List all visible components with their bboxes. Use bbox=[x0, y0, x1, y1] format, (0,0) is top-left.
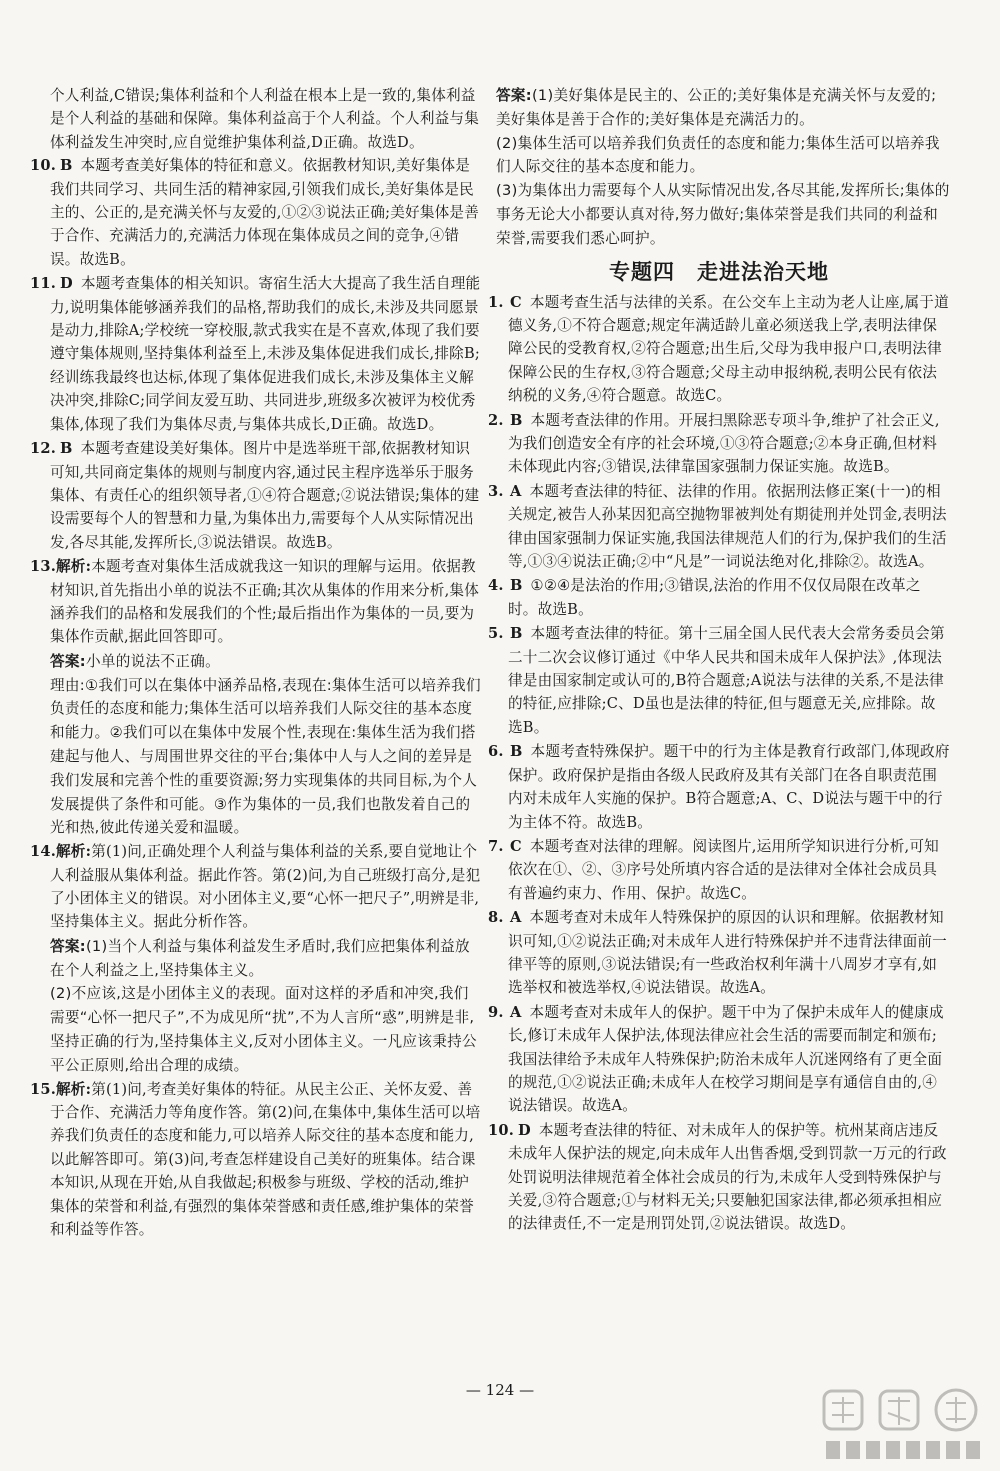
item-number: 13. bbox=[30, 558, 56, 576]
item-text: 本题考查集体的相关知识。寄宿生活大大提高了我生活自理能力,说明集体能够涵养我们的品格,帮助我们的成长,未涉及共同愿景是动力,排除A;学校统一穿校服,款式我实在是不喜欢,体现了我们要遵守集体规则,坚持集体利益至上,未涉及集体促进我们成长,排除B;经训练我最终也达标,体现了集体促进我们成长,未涉及集体主义解决冲突,排除C;同学间友爱互助、共同进步,班级多次被评为校优秀集体,体现了我们为集体尽责,与集体共成长,D正确。故选D。 bbox=[50, 275, 481, 433]
answer-line: 答案:(1)美好集体是民主的、公正的;美好集体是充满关怀与友爱的;美好集体是善于合作的;美好集体是充满活力的。 bbox=[496, 87, 937, 128]
section-heading bbox=[488, 256, 950, 286]
answer-item-r2 bbox=[488, 409, 950, 479]
item-answer: B bbox=[510, 411, 523, 429]
item-text: 第(1)问,考查美好集体的特征。从民主公正、关怀友爱、善于合作、充满活力等角度作答。第(2)问,在集体中,集体生活可以培养我们负责任的态度和能力,可以培养人际交往的基本态度和能力,以此解答即可。第(3)问,考查怎样建设自己美好的班集体。结合课本知识,从现在开始,从自我做起;积极参与班级、学校的活动,维护集体的荣誉和利益,有强烈的集体荣誉感和责任感,维护集体的荣誉和利益等作答。 bbox=[50, 1080, 481, 1238]
item-number: 4. bbox=[488, 577, 504, 595]
item-number: 5. bbox=[488, 625, 504, 643]
item-text: 本题考查对法律的理解。阅读图片,运用所学知识进行分析,可知依次在①、②、③序号处所填内容合适的是法律对全体社会成员具有普遍约束力、作用、保护。故选C。 bbox=[508, 837, 939, 902]
continuation-text: 个人利益,C错误;集体利益和个人利益在根本上是一致的,集体利益是个人利益的基础和保障。集体利益高于个人利益。个人利益与集体利益发生冲突时,应自觉维护集体利益,D正确。故选D。 bbox=[50, 87, 480, 151]
item-number: 7. bbox=[488, 837, 504, 855]
item-number: 8. bbox=[488, 909, 504, 927]
left-column bbox=[30, 84, 482, 1242]
item-answer: A bbox=[510, 909, 522, 927]
answer-item-r8 bbox=[488, 906, 950, 1000]
item-answer: B bbox=[60, 440, 73, 458]
item-text: 本题考查生活与法律的关系。在公交车上主动为老人让座,属于道德义务,①不符合题意;规定年满适龄儿童必须送我上学,表明法律保障公民的受教育权,②符合题意;出生后,父母为我申报户口,表明法律保障公民的生存权,③符合题意;父母主动申报纳税,表明公民有依法纳税的义务,④符合题意。故选C。 bbox=[508, 293, 949, 405]
item-text: 本题考查法律的特征、法律的作用。依据刑法修正案(十一)的相关规定,被告人孙某因犯高空抛物罪被判处有期徒刑并处罚金,表明法律由国家强制力保证实施,我国法律规范人们的行为,保护我们的生活等,①③④说法正确;②中“凡是”一词说法绝对化,排除②。故选A。 bbox=[508, 482, 947, 571]
item-text: 本题考查法律的作用。开展扫黑除恶专项斗争,维护了社会正义,为我们创造安全有序的社会环境,①③符合题意;②本身正确,但材料未体现此内容;③错误,法律靠国家强制力保证实施。故选B。 bbox=[508, 411, 940, 476]
answer-item-10 bbox=[30, 154, 482, 271]
page-number: — 124 — bbox=[465, 1381, 535, 1399]
answer-line: 理由:①我们可以在集体中涵养品格,表现在:集体生活可以培养我们负责任的态度和能力;集体生活可以培养我们人际交往的基本态度和能力。②我们可以在集体中发展个性,表现在:集体生活为我们搭建起与他人、与周围世界交往的平台;集体中人与人之间的差异是我们发展和完善个性的重要资源;努力实现集体的共同目标,为个人发展提供了条件和可能。③作为集体的一员,我们也散发着自己的光和热,彼此传递关爱和温暖。 bbox=[50, 676, 481, 837]
analysis-label: 解析: bbox=[56, 558, 92, 576]
answer-line: 答案:(1)当个人利益与集体利益发生矛盾时,我们应把集体利益放在个人利益之上,坚持集体主义。 bbox=[50, 937, 470, 979]
answer-item-15 bbox=[30, 1078, 482, 1242]
answer-block-13 bbox=[30, 650, 482, 840]
item-answer: B bbox=[510, 625, 523, 643]
item-answer: D bbox=[60, 275, 73, 293]
answer-item-r5 bbox=[488, 622, 950, 739]
item-answer: B bbox=[60, 157, 73, 175]
answer-line: 答案:小单的说法不正确。 bbox=[50, 652, 220, 670]
item-answer: B bbox=[510, 743, 523, 761]
item-number: 10. bbox=[488, 1121, 514, 1139]
item-number: 12. bbox=[30, 440, 56, 458]
item-answer: A bbox=[510, 482, 522, 500]
answer-line: (3)为集体出力需要每个人从实际情况出发,各尽其能,发挥所长;集体的事务无论大小都要认真对待,努力做好;集体荣誉是我们共同的利益和荣誉,需要我们悉心呵护。 bbox=[496, 182, 950, 247]
answer-item-r10 bbox=[488, 1119, 950, 1236]
item-text: 本题考查建设美好集体。图片中是选举班干部,依据教材知识可知,共同商定集体的规则与制度内容,通过民主程序选举乐于服务集体、有责任心的组织领导者,①④符合题意;②说法错误;集体的建设需要每个人的智慧和力量,为集体出力,需要每个人从实际情况出发,各尽其能,发挥所长,③说法错误。故选B。 bbox=[50, 440, 480, 551]
answer-item-r7 bbox=[488, 835, 950, 905]
item-text: 第(1)问,正确处理个人利益与集体利益的关系,要自觉地让个人利益服从集体利益。据此作答。第(2)问,为自己班级打高分,是犯了小团体主义的错误。对小团体主义,要“心怀一把尺子”,明辨是非,坚持集体主义。据此分析作答。 bbox=[50, 843, 481, 931]
answer-item-13 bbox=[30, 555, 482, 649]
answer-item-r6 bbox=[488, 740, 950, 834]
answer-item-r3 bbox=[488, 480, 950, 574]
answer-label: 答案: bbox=[50, 937, 86, 955]
answer-block-15 bbox=[488, 84, 950, 251]
item-answer: D bbox=[518, 1121, 531, 1139]
answer-line: (2)不应该,这是小团体主义的表现。面对这样的矛盾和冲突,我们需要“心怀一把尺子”,不为成见所“扰”,不为人言所“惑”,明辨是非,坚持正确的行为,坚持集体主义,反对小团体主义。一凡应该秉持公平公正原则,给出合理的成绩。 bbox=[50, 985, 477, 1074]
answer-item-11 bbox=[30, 272, 482, 436]
section-number: 专题四 bbox=[609, 259, 675, 284]
answer-item-14 bbox=[30, 840, 482, 934]
answer-item-12 bbox=[30, 437, 482, 554]
answer-label: 答案: bbox=[50, 652, 86, 670]
item-number: 10. bbox=[30, 157, 56, 175]
item-number: 9. bbox=[488, 1003, 504, 1021]
item-text: 本题考查法律的特征、对未成年人的保护等。杭州某商店违反未成年人保护法的规定,向未成年人出售香烟,受到罚款一万元的行政处罚说明法律规范着全体社会成员的行为,未成年人受到特殊保护与关爱,③符合题意;①与材料无关;只要触犯国家法律,都必须承担相应的法律责任,不一定是刑罚处罚,②说法错误。故选D。 bbox=[508, 1121, 947, 1233]
item-text: 本题考查特殊保护。题干中的行为主体是教育行政部门,体现政府保护。政府保护是指由各级人民政府及其有关部门在各自职责范围内对未成年人实施的保护。B符合题意;A、C、D说法与题干中的行为主体不符。故选B。 bbox=[508, 743, 950, 831]
answer-item-r1 bbox=[488, 291, 950, 408]
item-answer: A bbox=[510, 1003, 522, 1021]
item-number: 15. bbox=[30, 1080, 56, 1098]
watermark-logo bbox=[818, 1385, 988, 1465]
item-answer: B bbox=[510, 577, 523, 595]
answer-line: (2)集体生活可以培养我们负责任的态度和能力;集体生活可以培养我们人际交往的基本态度和能力。 bbox=[496, 134, 940, 176]
answer-item-r9 bbox=[488, 1001, 950, 1118]
answer-block-14 bbox=[30, 935, 482, 1078]
answer-label: 答案: bbox=[496, 87, 532, 104]
item-text: 本题考查对未成年人特殊保护的原因的认识和理解。依据教材知识可知,①②说法正确;对未成年人进行特殊保护并不违背法律面前一律平等的原则,③说法错误;有一些政治权利年满十八周岁才享有,如选举权和被选举权,④说法错误。故选A。 bbox=[508, 909, 947, 997]
item-text: 本题考查法律的特征。第十三届全国人民代表大会常务委员会第二十二次会议修订通过《中华人民共和国未成年人保护法》,体现法律是由国家制定或认可的,B符合题意;A说法与法律的关系,不是法律的特征,应排除;C、D虽也是法律的特征,但与题意无关,应排除。故选B。 bbox=[508, 625, 945, 736]
item-answer: C bbox=[510, 837, 522, 855]
item-text: ①②④是法治的作用;③错误,法治的作用不仅仅局限在改革之时。故选B。 bbox=[508, 577, 921, 618]
item-number: 11. bbox=[30, 275, 56, 293]
item-number: 6. bbox=[488, 743, 504, 761]
item-answer: C bbox=[510, 293, 522, 311]
analysis-label: 解析: bbox=[56, 843, 92, 861]
item-number: 1. bbox=[488, 293, 504, 311]
item-number: 3. bbox=[488, 482, 504, 500]
item-number: 14. bbox=[30, 843, 56, 861]
section-name: 走进法治天地 bbox=[697, 259, 829, 284]
right-column bbox=[488, 84, 950, 1237]
item-text: 本题考查美好集体的特征和意义。依据教材知识,美好集体是我们共同学习、共同生活的精神家园,引领我们成长,美好集体是民主的、公正的,是充满关怀与友爱的,①②③说法正确;美好集体是善于合作、充满活力的,充满活力体现在集体成员之间的竞争,④错误。故选B。 bbox=[50, 157, 480, 268]
item-text: 本题考查对集体生活成就我这一知识的理解与运用。依据教材知识,首先指出小单的说法不正确;其次从集体的作用来分析,集体涵养我们的品格和发展我们的个性;最后指出作为集体的一员,要为集体作贡献,据此回答即可。 bbox=[50, 558, 480, 646]
item-text: 本题考查对未成年人的保护。题干中为了保护未成年人的健康成长,修订未成年人保护法,体现法律应社会生活的需要而制定和颁布;我国法律给予未成年人特殊保护;防治未成年人沉迷网络有了更全面的规范,①②说法正确;未成年人在校学习期间是享有通信自由的,④说法错误。故选A。 bbox=[508, 1003, 944, 1115]
analysis-label: 解析: bbox=[56, 1080, 92, 1098]
item-number: 2. bbox=[488, 411, 504, 429]
answer-item-r4 bbox=[488, 574, 950, 621]
